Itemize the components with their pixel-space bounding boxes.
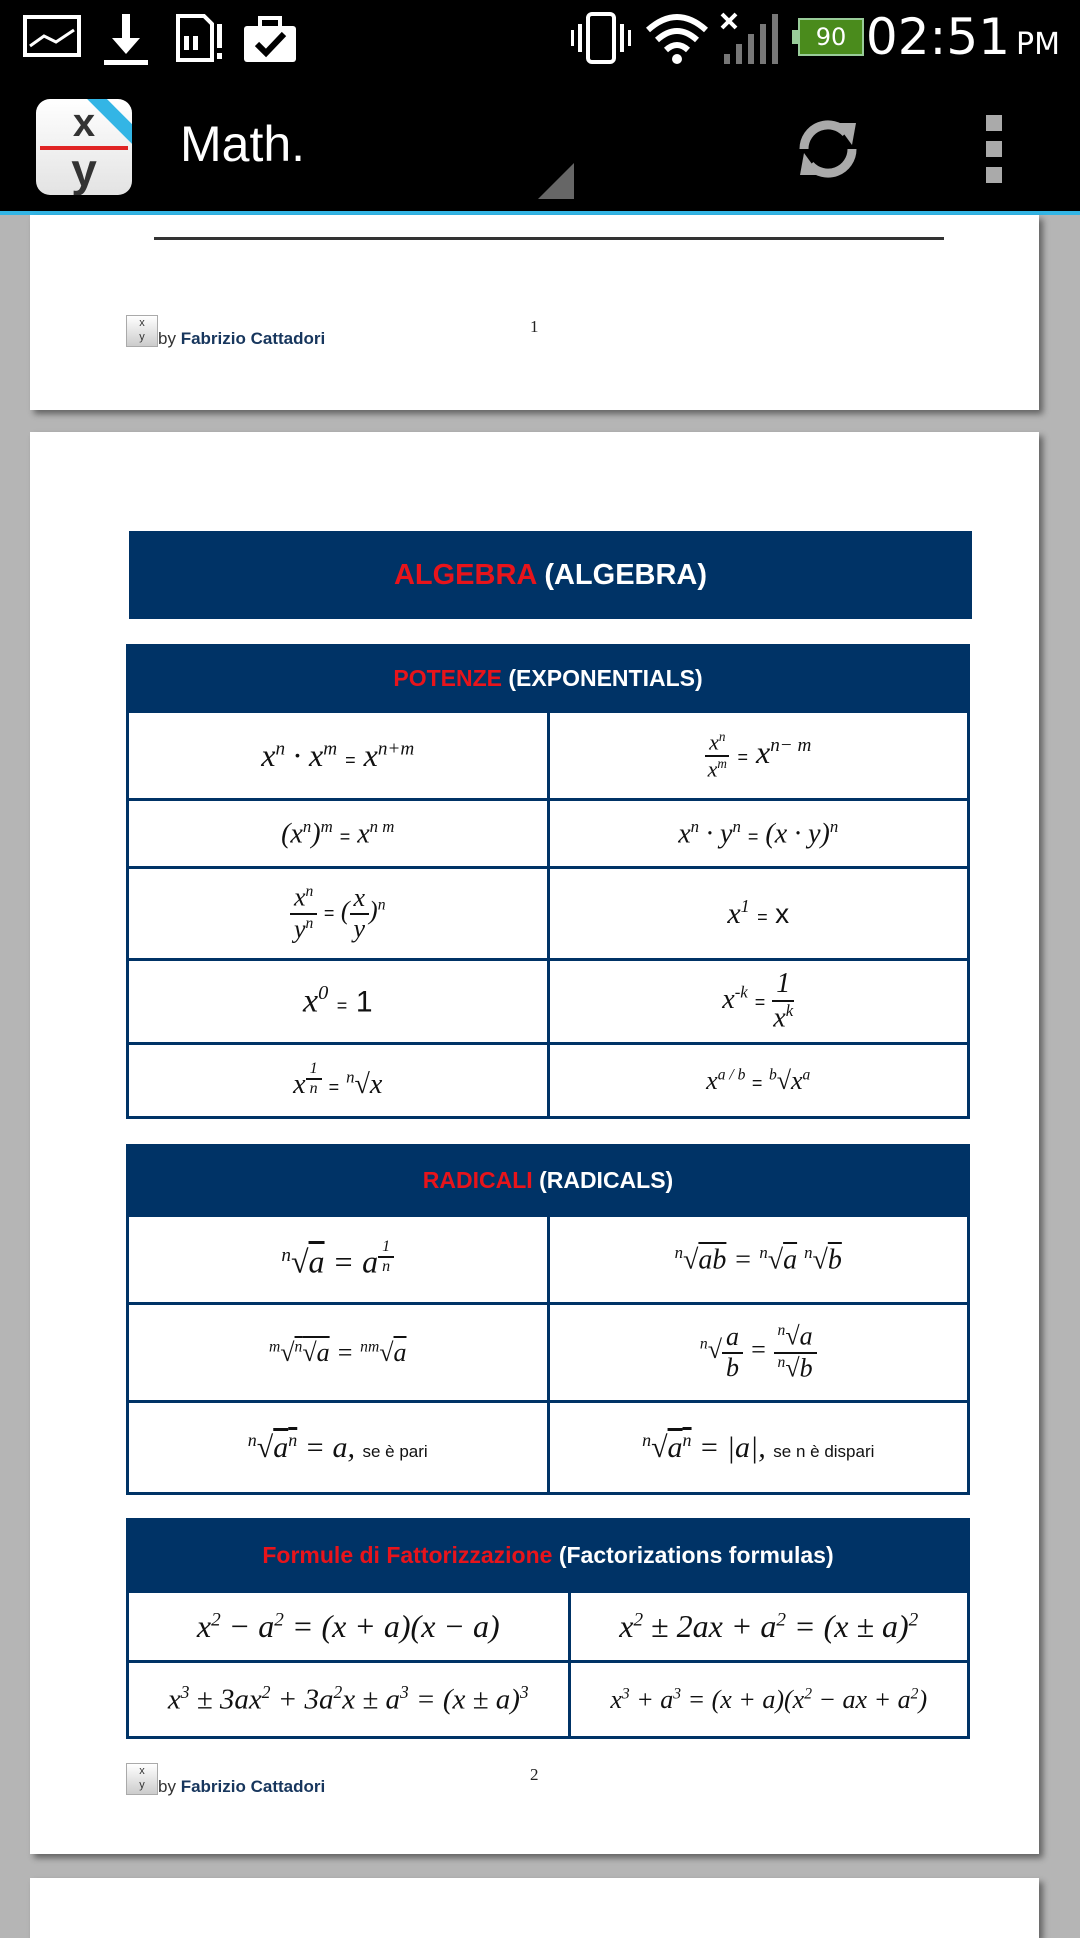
document-page-1 (30, 215, 1039, 410)
clock (866, 8, 1060, 66)
signal-off-icon (718, 12, 780, 68)
formula-cell: $x^n \cdot y^n = (x \cdot y)^n$ (548, 800, 969, 868)
radicali-note-even: se è pari (362, 1442, 428, 1461)
refresh-icon[interactable] (790, 111, 866, 187)
battery-level: 90 (815, 23, 847, 51)
page-byline (158, 1777, 325, 1797)
radicali-table (126, 1214, 970, 1495)
byline-by: by (158, 329, 176, 348)
fattorizzazione-title-it: Formule di Fattorizzazione (262, 1542, 553, 1568)
byline-author: Fabrizio Cattadori (180, 1777, 326, 1796)
formula-cell: $^n$√ab = $^n$√a $^n$√b (548, 1216, 969, 1304)
bag-check-icon (242, 12, 298, 64)
section-header-algebra (129, 531, 972, 619)
formula-cell: $x^3 + a^3 = (x + a)(x^2$ − ax + $a^2$) (569, 1662, 968, 1738)
app-logo-x: x (72, 101, 96, 145)
section-header-potenze (126, 644, 970, 712)
formula-cell: $^n$√a = a $^{\frac{1}{n}}$ (128, 1216, 549, 1304)
download-icon (98, 12, 154, 68)
document-page-3 (30, 1878, 1039, 1938)
fattorizzazione-table (126, 1590, 970, 1739)
author-logo-icon: x y (126, 315, 158, 347)
app-title[interactable]: Math. (180, 116, 306, 172)
section-header-fattorizzazione (126, 1518, 970, 1592)
formula-cell: $^n√a^n = a$, se è pari (128, 1402, 549, 1494)
page-rule (154, 237, 944, 240)
formula-cell: $x^n \cdot x^m = x^{n+m}$ (128, 712, 549, 800)
app-logo-icon[interactable] (36, 99, 132, 195)
formula-cell: $^m$√$^n$√a = $^{nm}$√a (128, 1304, 549, 1402)
fattorizzazione-title-en: (Factorizations formulas) (558, 1542, 834, 1568)
potenze-table (126, 710, 970, 1119)
byline-by: by (158, 1777, 176, 1796)
action-bar (0, 75, 1080, 215)
spinner-indicator-icon[interactable] (538, 163, 574, 199)
formula-cell: $\frac{x^n}{x^m}$ = $x^{n- m}$ (548, 712, 969, 800)
potenze-title-it: POTENZE (393, 665, 502, 691)
section-header-radicali (126, 1144, 970, 1216)
page-number: 2 (530, 1765, 539, 1784)
formula-cell: $x^2 - a^2 = (x + a)(x - a)$ (128, 1592, 570, 1662)
battery-icon (798, 18, 864, 56)
formula-cell: $x^0 = 1$ (128, 960, 549, 1044)
radicali-title-en: (RADICALS) (539, 1167, 674, 1193)
potenze-title-en: (EXPONENTIALS) (508, 665, 703, 691)
sd-card-alert-icon (174, 12, 226, 64)
overflow-menu-icon[interactable] (986, 115, 1004, 193)
formula-cell: $(x^n)^m = x^{n m}$ (128, 800, 549, 868)
status-bar (0, 0, 1080, 75)
radicali-note-odd: se n è dispari (773, 1442, 875, 1461)
formula-cell: $^n√a^n = |a|$, se n è dispari (548, 1402, 969, 1494)
page-byline (158, 329, 325, 349)
author-logo-icon: x y (126, 1763, 158, 1795)
formula-cell: x $^{\frac{1}{n}}$ = $^n$√x (128, 1044, 549, 1118)
formula-cell: $x^{a / b} = ^b√x^a$ (548, 1044, 969, 1118)
wifi-icon (644, 12, 710, 66)
algebra-title-en: (ALGEBRA) (544, 559, 708, 591)
formula-cell: $^n$√ $\frac{a}{b}$ = $\frac{^n√a}{^n√b}$ (548, 1304, 969, 1402)
clock-ampm: PM (1016, 27, 1060, 62)
formula-cell: $x^1 = x$ (548, 868, 969, 960)
byline-author: Fabrizio Cattadori (180, 329, 326, 348)
vibrate-icon (570, 12, 632, 64)
formula-cell: $\frac{x^n}{y^n}$ = ( $\frac{x}{y}$ )$^n$ (128, 868, 549, 960)
gallery-icon (22, 12, 82, 60)
formula-cell: $x^{-k}$ = $\frac{1}{x^k}$ (548, 960, 969, 1044)
document-page-2 (30, 432, 1039, 1854)
page-number: 1 (530, 317, 539, 336)
algebra-title-it: ALGEBRA (393, 559, 537, 591)
clock-time: 02:51 (865, 8, 1011, 66)
formula-cell: $x^3 \pm 3ax^2 + 3a^2x \pm a^3 = (x \pm a)^3$ (128, 1662, 570, 1738)
formula-cell: $x^2 \pm 2ax + a^2 = (x \pm a)^2$ (569, 1592, 968, 1662)
radicali-title-it: RADICALI (422, 1167, 533, 1193)
app-logo-y: y (71, 144, 97, 195)
